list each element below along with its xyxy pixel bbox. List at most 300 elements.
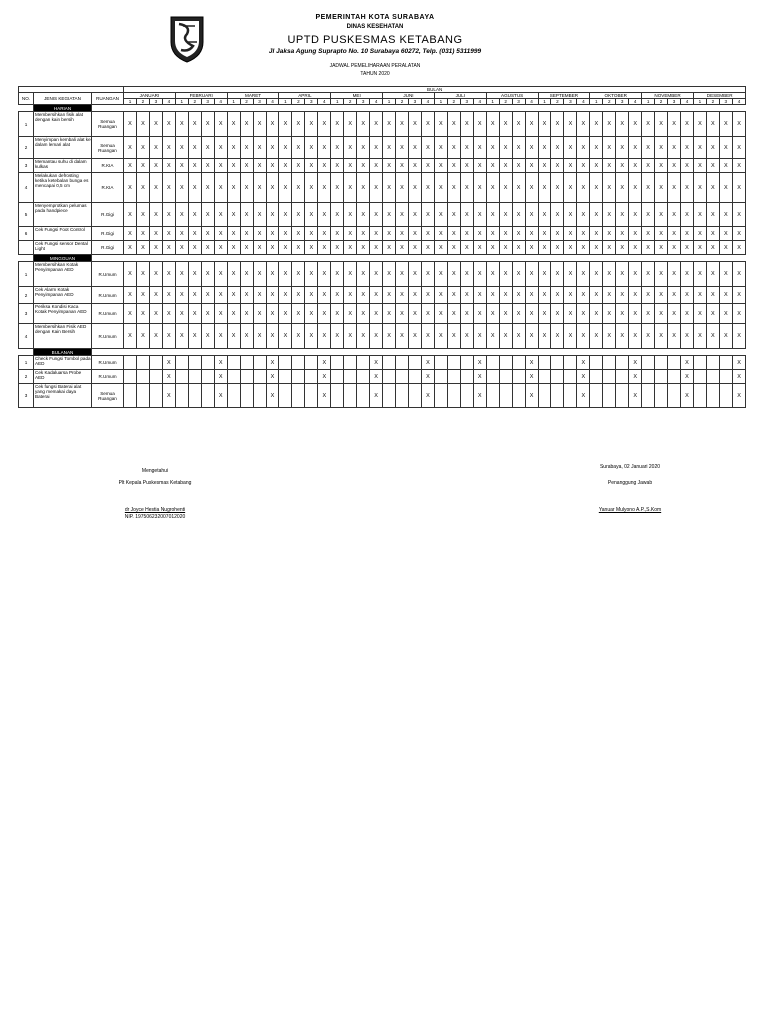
schedule-mark bbox=[603, 356, 616, 370]
signature-left-position: Plt Kepala Puskesmas Ketabang bbox=[118, 480, 192, 486]
schedule-mark: X bbox=[473, 159, 486, 173]
schedule-mark: X bbox=[447, 241, 460, 255]
schedule-mark: X bbox=[124, 241, 137, 255]
schedule-mark bbox=[331, 370, 344, 384]
kop-institution: UPTD PUSKESMAS KETABANG bbox=[287, 34, 463, 46]
week-header: 1 bbox=[279, 99, 292, 105]
schedule-mark: X bbox=[564, 304, 577, 324]
schedule-mark: X bbox=[668, 173, 681, 203]
schedule-mark: X bbox=[370, 304, 383, 324]
schedule-mark: X bbox=[512, 262, 525, 287]
schedule-mark: X bbox=[512, 304, 525, 324]
schedule-mark bbox=[292, 370, 305, 384]
room-cell: R.Umum bbox=[92, 324, 124, 349]
schedule-mark: X bbox=[279, 304, 292, 324]
schedule-mark bbox=[344, 356, 357, 370]
schedule-mark bbox=[240, 370, 253, 384]
schedule-mark: X bbox=[175, 227, 188, 241]
schedule-mark: X bbox=[279, 241, 292, 255]
schedule-mark: X bbox=[668, 262, 681, 287]
schedule-mark: X bbox=[266, 173, 279, 203]
schedule-mark: X bbox=[719, 304, 732, 324]
schedule-mark: X bbox=[318, 227, 331, 241]
schedule-mark: X bbox=[214, 287, 227, 304]
schedule-mark bbox=[383, 370, 396, 384]
schedule-mark: X bbox=[447, 173, 460, 203]
schedule-mark: X bbox=[357, 227, 370, 241]
schedule-mark bbox=[460, 370, 473, 384]
kop-department: DINAS KESEHATAN bbox=[346, 24, 404, 30]
row-number: 2 bbox=[19, 370, 34, 384]
schedule-mark: X bbox=[227, 241, 240, 255]
schedule-mark bbox=[603, 370, 616, 384]
week-header: 4 bbox=[318, 99, 331, 105]
schedule-mark: X bbox=[486, 137, 499, 159]
schedule-mark: X bbox=[292, 241, 305, 255]
schedule-mark bbox=[655, 384, 668, 408]
week-header: 2 bbox=[136, 99, 149, 105]
schedule-mark: X bbox=[732, 203, 746, 227]
week-header: 2 bbox=[655, 99, 668, 105]
schedule-mark: X bbox=[681, 241, 694, 255]
schedule-mark: X bbox=[408, 304, 421, 324]
schedule-mark: X bbox=[525, 370, 538, 384]
schedule-mark: X bbox=[719, 241, 732, 255]
schedule-mark: X bbox=[240, 304, 253, 324]
schedule-mark: X bbox=[344, 241, 357, 255]
row-number: 1 bbox=[19, 356, 34, 370]
schedule-mark: X bbox=[460, 112, 473, 137]
schedule-mark: X bbox=[214, 159, 227, 173]
week-header: 4 bbox=[681, 99, 694, 105]
schedule-mark: X bbox=[396, 137, 409, 159]
row-number: 3 bbox=[19, 384, 34, 408]
activity-cell: Periksa Kondisi Kaca Kotak Penyimpanan AED bbox=[34, 304, 92, 324]
schedule-mark: X bbox=[253, 262, 266, 287]
schedule-mark: X bbox=[136, 137, 149, 159]
schedule-mark: X bbox=[227, 304, 240, 324]
schedule-mark: X bbox=[564, 203, 577, 227]
schedule-mark: X bbox=[603, 227, 616, 241]
schedule-mark: X bbox=[460, 137, 473, 159]
schedule-mark bbox=[486, 384, 499, 408]
schedule-mark: X bbox=[629, 262, 642, 287]
schedule-mark: X bbox=[681, 304, 694, 324]
schedule-mark: X bbox=[486, 287, 499, 304]
schedule-mark: X bbox=[499, 304, 512, 324]
schedule-mark: X bbox=[525, 384, 538, 408]
schedule-mark: X bbox=[693, 137, 706, 159]
schedule-mark: X bbox=[408, 241, 421, 255]
schedule-mark: X bbox=[486, 324, 499, 349]
schedule-mark: X bbox=[616, 304, 629, 324]
section-header: MINGGUAN bbox=[34, 255, 92, 262]
month-header: JUNI bbox=[383, 93, 435, 99]
schedule-mark: X bbox=[240, 287, 253, 304]
header-bulan: BULAN bbox=[124, 87, 746, 93]
schedule-mark: X bbox=[525, 227, 538, 241]
schedule-mark: X bbox=[590, 324, 603, 349]
schedule-mark: X bbox=[512, 159, 525, 173]
schedule-mark: X bbox=[408, 137, 421, 159]
schedule-mark bbox=[408, 384, 421, 408]
schedule-mark: X bbox=[629, 173, 642, 203]
schedule-mark: X bbox=[434, 241, 447, 255]
schedule-mark: X bbox=[136, 227, 149, 241]
schedule-mark: X bbox=[188, 137, 201, 159]
schedule-mark: X bbox=[383, 203, 396, 227]
schedule-mark bbox=[538, 356, 551, 370]
schedule-mark: X bbox=[434, 112, 447, 137]
schedule-mark: X bbox=[305, 112, 318, 137]
week-header: 4 bbox=[370, 99, 383, 105]
schedule-mark bbox=[175, 384, 188, 408]
schedule-mark: X bbox=[642, 287, 655, 304]
schedule-mark: X bbox=[292, 304, 305, 324]
schedule-mark: X bbox=[124, 173, 137, 203]
schedule-mark: X bbox=[486, 203, 499, 227]
schedule-mark: X bbox=[162, 227, 175, 241]
schedule-mark: X bbox=[706, 112, 719, 137]
schedule-mark bbox=[279, 356, 292, 370]
schedule-mark: X bbox=[318, 262, 331, 287]
schedule-mark: X bbox=[266, 370, 279, 384]
schedule-mark: X bbox=[421, 324, 434, 349]
schedule-mark: X bbox=[240, 203, 253, 227]
schedule-mark bbox=[240, 356, 253, 370]
schedule-mark: X bbox=[616, 324, 629, 349]
schedule-mark: X bbox=[681, 227, 694, 241]
schedule-mark: X bbox=[499, 262, 512, 287]
activity-cell: Membersihkan fisik alat dengan kain bersih bbox=[34, 112, 92, 137]
schedule-mark: X bbox=[149, 112, 162, 137]
schedule-mark: X bbox=[370, 203, 383, 227]
schedule-mark: X bbox=[408, 112, 421, 137]
schedule-mark: X bbox=[266, 262, 279, 287]
schedule-mark: X bbox=[266, 356, 279, 370]
schedule-mark: X bbox=[642, 112, 655, 137]
room-cell: R.Umum bbox=[92, 356, 124, 370]
week-header: 3 bbox=[460, 99, 473, 105]
activity-cell: Membersihkan Kotak Penyimpanan AED bbox=[34, 262, 92, 287]
week-header: 3 bbox=[564, 99, 577, 105]
schedule-mark bbox=[434, 370, 447, 384]
schedule-mark: X bbox=[357, 304, 370, 324]
schedule-mark: X bbox=[668, 241, 681, 255]
schedule-mark: X bbox=[408, 227, 421, 241]
schedule-mark: X bbox=[668, 227, 681, 241]
schedule-mark: X bbox=[590, 262, 603, 287]
schedule-mark: X bbox=[253, 227, 266, 241]
schedule-mark bbox=[434, 356, 447, 370]
schedule-mark: X bbox=[318, 173, 331, 203]
schedule-mark: X bbox=[486, 173, 499, 203]
schedule-mark: X bbox=[253, 304, 266, 324]
schedule-mark: X bbox=[616, 227, 629, 241]
schedule-mark: X bbox=[577, 137, 590, 159]
schedule-mark: X bbox=[421, 137, 434, 159]
schedule-mark: X bbox=[642, 304, 655, 324]
schedule-mark: X bbox=[227, 203, 240, 227]
schedule-mark: X bbox=[693, 227, 706, 241]
schedule-mark: X bbox=[681, 356, 694, 370]
schedule-mark: X bbox=[124, 137, 137, 159]
schedule-mark: X bbox=[655, 324, 668, 349]
schedule-mark bbox=[499, 356, 512, 370]
schedule-mark: X bbox=[370, 159, 383, 173]
schedule-mark: X bbox=[693, 262, 706, 287]
schedule-mark: X bbox=[642, 262, 655, 287]
schedule-mark: X bbox=[149, 241, 162, 255]
schedule-mark: X bbox=[681, 112, 694, 137]
schedule-mark: X bbox=[149, 227, 162, 241]
schedule-mark: X bbox=[434, 304, 447, 324]
schedule-mark: X bbox=[331, 173, 344, 203]
schedule-mark bbox=[512, 370, 525, 384]
schedule-mark: X bbox=[603, 324, 616, 349]
schedule-mark: X bbox=[590, 203, 603, 227]
schedule-mark: X bbox=[603, 159, 616, 173]
activity-cell: Cek Alarm Kotak Penyimpanan AED bbox=[34, 287, 92, 304]
schedule-mark: X bbox=[344, 173, 357, 203]
schedule-mark bbox=[357, 356, 370, 370]
schedule-mark: X bbox=[551, 137, 564, 159]
table-row bbox=[19, 304, 746, 324]
schedule-mark bbox=[460, 356, 473, 370]
schedule-mark: X bbox=[590, 304, 603, 324]
schedule-mark: X bbox=[473, 227, 486, 241]
schedule-mark: X bbox=[603, 287, 616, 304]
schedule-mark: X bbox=[318, 384, 331, 408]
schedule-mark: X bbox=[344, 262, 357, 287]
schedule-mark: X bbox=[616, 262, 629, 287]
schedule-mark: X bbox=[396, 203, 409, 227]
room-cell: R.Gigi bbox=[92, 227, 124, 241]
schedule-mark: X bbox=[396, 262, 409, 287]
week-header: 3 bbox=[616, 99, 629, 105]
row-number: 2 bbox=[19, 137, 34, 159]
schedule-mark: X bbox=[681, 370, 694, 384]
schedule-mark: X bbox=[681, 159, 694, 173]
schedule-mark bbox=[136, 356, 149, 370]
schedule-mark: X bbox=[162, 356, 175, 370]
schedule-mark: X bbox=[434, 262, 447, 287]
schedule-mark: X bbox=[655, 262, 668, 287]
signature-right-date: Surabaya, 02 Januari 2020 bbox=[599, 464, 661, 470]
schedule-mark: X bbox=[421, 287, 434, 304]
schedule-mark: X bbox=[292, 173, 305, 203]
schedule-mark: X bbox=[383, 159, 396, 173]
schedule-mark: X bbox=[136, 287, 149, 304]
schedule-mark: X bbox=[162, 262, 175, 287]
room-cell: Semua Ruangan bbox=[92, 384, 124, 408]
schedule-mark bbox=[227, 384, 240, 408]
schedule-mark: X bbox=[331, 262, 344, 287]
schedule-mark: X bbox=[136, 324, 149, 349]
schedule-mark: X bbox=[447, 137, 460, 159]
schedule-mark: X bbox=[305, 241, 318, 255]
month-header: SEPTEMBER bbox=[538, 93, 590, 99]
schedule-mark: X bbox=[447, 324, 460, 349]
schedule-mark: X bbox=[486, 241, 499, 255]
schedule-mark: X bbox=[681, 384, 694, 408]
week-header: 1 bbox=[331, 99, 344, 105]
row-number: 4 bbox=[19, 173, 34, 203]
schedule-mark: X bbox=[292, 137, 305, 159]
schedule-mark: X bbox=[512, 203, 525, 227]
schedule-mark: X bbox=[577, 112, 590, 137]
schedule-mark: X bbox=[693, 112, 706, 137]
schedule-mark bbox=[136, 370, 149, 384]
section-spacer bbox=[92, 349, 746, 356]
schedule-mark: X bbox=[266, 384, 279, 408]
schedule-mark: X bbox=[162, 173, 175, 203]
schedule-mark: X bbox=[499, 227, 512, 241]
schedule-mark: X bbox=[266, 203, 279, 227]
schedule-mark: X bbox=[214, 324, 227, 349]
schedule-mark: X bbox=[279, 262, 292, 287]
schedule-mark: X bbox=[227, 112, 240, 137]
schedule-mark: X bbox=[719, 324, 732, 349]
schedule-mark: X bbox=[124, 287, 137, 304]
schedule-mark: X bbox=[732, 112, 746, 137]
schedule-mark: X bbox=[538, 137, 551, 159]
schedule-mark: X bbox=[551, 287, 564, 304]
schedule-mark: X bbox=[590, 159, 603, 173]
section-spacer bbox=[92, 255, 746, 262]
week-header: 4 bbox=[732, 99, 746, 105]
schedule-mark: X bbox=[512, 324, 525, 349]
schedule-mark: X bbox=[681, 287, 694, 304]
schedule-mark bbox=[447, 384, 460, 408]
schedule-mark: X bbox=[279, 112, 292, 137]
schedule-mark: X bbox=[136, 173, 149, 203]
activity-cell: Membersihkan Fisik AED dengan Kain Bersih bbox=[34, 324, 92, 349]
schedule-mark: X bbox=[149, 137, 162, 159]
schedule-mark: X bbox=[668, 304, 681, 324]
schedule-mark: X bbox=[149, 262, 162, 287]
schedule-mark: X bbox=[214, 304, 227, 324]
schedule-mark: X bbox=[460, 173, 473, 203]
month-header: FEBRUARI bbox=[175, 93, 227, 99]
week-header: 1 bbox=[693, 99, 706, 105]
schedule-mark: X bbox=[396, 159, 409, 173]
schedule-mark: X bbox=[124, 159, 137, 173]
schedule-mark: X bbox=[214, 356, 227, 370]
schedule-mark: X bbox=[732, 173, 746, 203]
schedule-mark: X bbox=[706, 137, 719, 159]
header-room: RUANGAN bbox=[92, 93, 124, 105]
schedule-mark bbox=[188, 384, 201, 408]
schedule-mark: X bbox=[551, 324, 564, 349]
schedule-mark bbox=[149, 384, 162, 408]
schedule-mark: X bbox=[214, 262, 227, 287]
schedule-mark: X bbox=[590, 173, 603, 203]
schedule-mark: X bbox=[188, 203, 201, 227]
schedule-mark: X bbox=[577, 262, 590, 287]
schedule-mark bbox=[227, 370, 240, 384]
month-header: AGUSTUS bbox=[486, 93, 538, 99]
schedule-mark: X bbox=[655, 159, 668, 173]
activity-cell: Menyimpan kembali alat ke dalam lemari alat bbox=[34, 137, 92, 159]
room-cell: R.Gigi bbox=[92, 241, 124, 255]
schedule-mark: X bbox=[681, 173, 694, 203]
schedule-mark: X bbox=[408, 173, 421, 203]
schedule-mark: X bbox=[124, 203, 137, 227]
schedule-mark: X bbox=[603, 203, 616, 227]
schedule-mark: X bbox=[577, 241, 590, 255]
table-row bbox=[19, 370, 746, 384]
schedule-mark: X bbox=[201, 112, 214, 137]
schedule-mark: X bbox=[551, 112, 564, 137]
schedule-mark bbox=[396, 356, 409, 370]
week-header: 2 bbox=[499, 99, 512, 105]
schedule-mark: X bbox=[590, 241, 603, 255]
schedule-mark: X bbox=[240, 112, 253, 137]
schedule-mark: X bbox=[668, 137, 681, 159]
schedule-mark: X bbox=[318, 203, 331, 227]
schedule-mark: X bbox=[473, 203, 486, 227]
schedule-mark bbox=[668, 384, 681, 408]
table-row bbox=[19, 324, 746, 349]
schedule-mark: X bbox=[421, 370, 434, 384]
schedule-mark: X bbox=[370, 227, 383, 241]
schedule-mark: X bbox=[668, 287, 681, 304]
schedule-mark: X bbox=[538, 241, 551, 255]
schedule-mark: X bbox=[279, 159, 292, 173]
schedule-mark: X bbox=[227, 173, 240, 203]
schedule-mark: X bbox=[149, 159, 162, 173]
schedule-mark: X bbox=[538, 173, 551, 203]
schedule-mark bbox=[408, 370, 421, 384]
schedule-mark: X bbox=[525, 241, 538, 255]
schedule-mark: X bbox=[681, 262, 694, 287]
schedule-mark: X bbox=[357, 262, 370, 287]
month-header: OKTOBER bbox=[590, 93, 642, 99]
schedule-mark: X bbox=[473, 262, 486, 287]
schedule-mark: X bbox=[305, 203, 318, 227]
schedule-mark: X bbox=[577, 384, 590, 408]
schedule-mark: X bbox=[396, 304, 409, 324]
week-header: 1 bbox=[175, 99, 188, 105]
schedule-mark bbox=[564, 356, 577, 370]
schedule-mark: X bbox=[564, 262, 577, 287]
schedule-mark bbox=[551, 384, 564, 408]
schedule-mark bbox=[460, 384, 473, 408]
schedule-mark: X bbox=[499, 241, 512, 255]
schedule-mark: X bbox=[642, 227, 655, 241]
week-header: 2 bbox=[551, 99, 564, 105]
schedule-mark: X bbox=[512, 137, 525, 159]
schedule-mark: X bbox=[706, 159, 719, 173]
schedule-mark bbox=[344, 370, 357, 384]
schedule-mark: X bbox=[629, 203, 642, 227]
week-header: 1 bbox=[124, 99, 137, 105]
schedule-mark: X bbox=[136, 241, 149, 255]
row-number: 4 bbox=[19, 324, 34, 349]
schedule-mark bbox=[719, 370, 732, 384]
schedule-mark: X bbox=[383, 287, 396, 304]
table-row bbox=[19, 159, 746, 173]
schedule-mark bbox=[253, 384, 266, 408]
schedule-mark: X bbox=[253, 137, 266, 159]
schedule-mark: X bbox=[396, 241, 409, 255]
week-header: 3 bbox=[668, 99, 681, 105]
schedule-mark: X bbox=[577, 203, 590, 227]
schedule-mark: X bbox=[525, 112, 538, 137]
schedule-mark: X bbox=[499, 112, 512, 137]
schedule-mark: X bbox=[642, 173, 655, 203]
